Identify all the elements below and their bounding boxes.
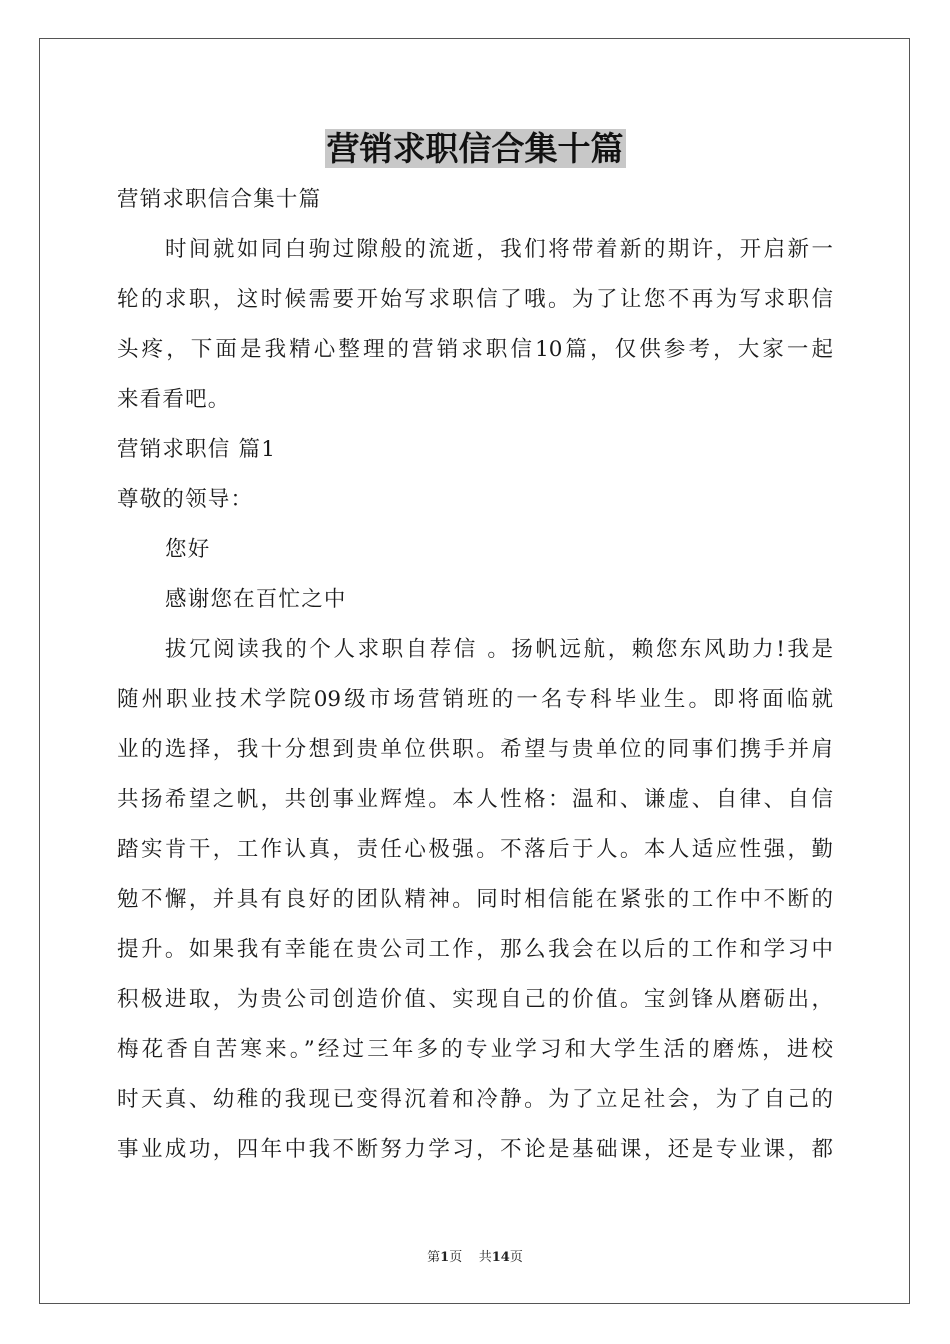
body-line: 时间就如同白驹过隙般的流逝，我们将带着新的期许，开启新一 [165,237,833,262]
body-line: 营销求职信 篇1 [117,437,277,462]
body-line: 来看看吧。 [117,387,231,412]
body-line: 踏实肯干，工作认真，责任心极强。不落后于人。本人适应性强，勤 [117,837,833,862]
body-line: 拔冗阅读我的个人求职自荐信 。扬帆远航，赖您东风助力!我是 [165,637,833,662]
body-line: 营销求职信合集十篇 [117,187,322,212]
footer-total-prefix: 共 [478,1250,492,1265]
body-line: 您好 [165,537,211,562]
page-footer [0,1246,950,1265]
document-body [117,175,833,1175]
body-line: 感谢您在百忙之中 [165,587,347,612]
body-line: 头疼，下面是我精心整理的营销求职信10篇，仅供参考，大家一起 [117,337,833,362]
footer-total-pages: 14 [491,1250,510,1265]
body-line: 勉不懈，并具有良好的团队精神。同时相信能在紧张的工作中不断的 [117,887,833,912]
body-line: 提升。如果我有幸能在贵公司工作，那么我会在以后的工作和学习中 [117,937,833,962]
footer-page-number: 1 [440,1250,450,1265]
body-line: 尊敬的领导： [117,487,254,512]
document-title [0,126,950,172]
footer-prefix: 第 [427,1250,441,1265]
body-line: 共扬希望之帆，共创事业辉煌。本人性格：温和、谦虚、自律、自信 [117,787,833,812]
body-line: 业的选择，我十分想到贵单位供职。希望与贵单位的同事们携手并肩 [117,737,833,762]
body-line: 积极进取，为贵公司创造价值、实现自己的价值。宝剑锋从磨砺出， [117,987,833,1012]
body-line: 轮的求职，这时候需要开始写求职信了哦。为了让您不再为写求职信 [117,287,833,312]
footer-total-unit: 页 [509,1250,523,1265]
body-line: 事业成功，四年中我不断努力学习，不论是基础课，还是专业课，都 [117,1137,833,1162]
body-line: 梅花香自苦寒来。”经过三年多的专业学习和大学生活的磨炼，进校 [117,1037,833,1062]
footer-page-unit: 页 [449,1250,463,1265]
document-title-text: 营销求职信合集十篇 [326,129,624,168]
body-line: 随州职业技术学院09级市场营销班的一名专科毕业生。即将面临就 [117,687,833,712]
body-line: 时天真、幼稚的我现已变得沉着和冷静。为了立足社会，为了自己的 [117,1087,833,1112]
